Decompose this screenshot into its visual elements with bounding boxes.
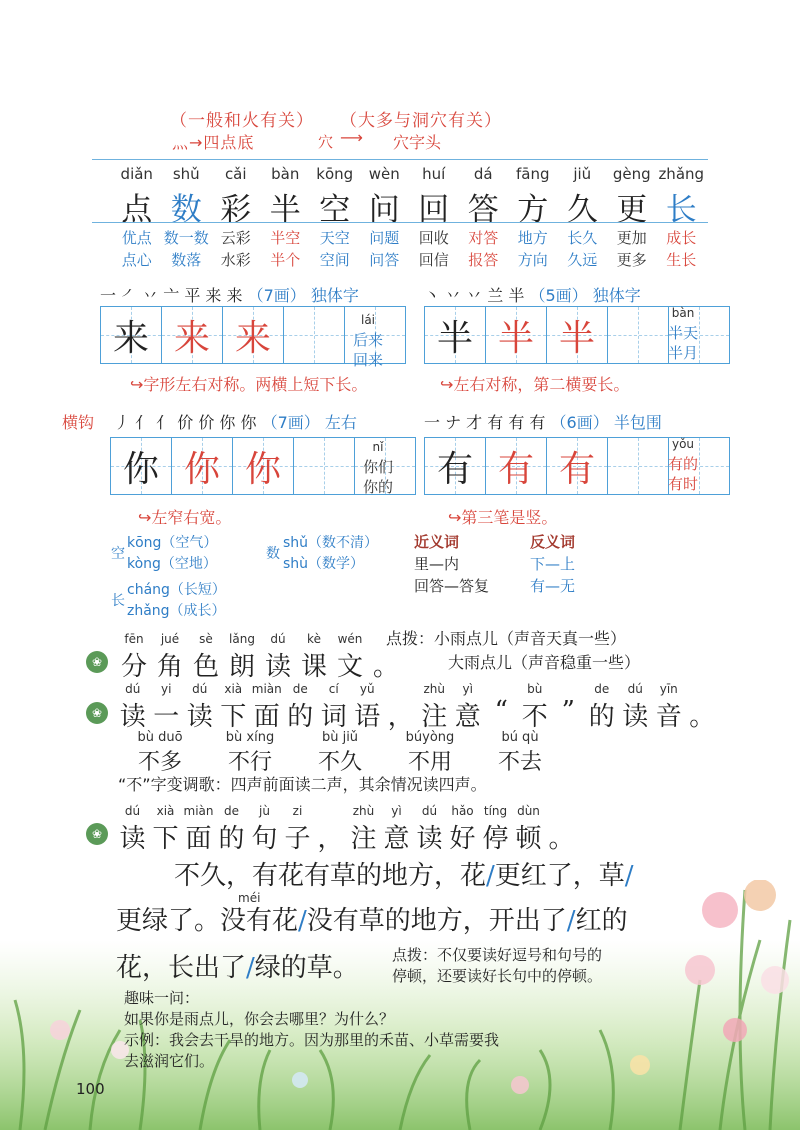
title-pinyin: miàn: [183, 804, 214, 818]
grid-character: 半: [497, 317, 534, 359]
fun-answer-2: 去滋润它们。: [124, 1052, 215, 1070]
ban-pinyin: bàn: [671, 306, 695, 320]
poly-chang: [127, 580, 226, 622]
grid-character: 来: [112, 317, 149, 359]
lai-stroke-order: [100, 283, 359, 306]
grid-cell: [101, 307, 162, 363]
title-character: 词: [320, 702, 347, 732]
title-character: 一: [153, 702, 180, 732]
title-character: 读: [264, 652, 291, 682]
bu-word-text: 不多: [137, 750, 182, 775]
title-character: 意: [383, 824, 410, 854]
paragraph-line-1: 不久，有花有草的地方，花/更红了，草/: [174, 861, 634, 891]
grid-cell: [608, 307, 669, 363]
character-pinyin: diǎn: [120, 165, 153, 183]
title-pinyin: zhù: [423, 682, 445, 696]
character-pinyin: cǎi: [224, 165, 247, 183]
title-pinyin: sè: [199, 632, 213, 646]
radical-note-xue: （大多与洞穴有关）: [340, 111, 502, 131]
character-pinyin: dá: [473, 165, 493, 183]
radical-xue-label: 穴字头: [393, 133, 442, 152]
title-pinyin: xià: [224, 682, 243, 696]
poly-shu-char: 数: [266, 546, 280, 562]
vocab-word: 点心: [121, 251, 152, 269]
vocab-word: 更多: [616, 251, 647, 269]
you-pinyin: yǒu: [671, 437, 695, 451]
vocab-word: 问题: [369, 229, 400, 247]
title-character: 读: [416, 824, 443, 854]
vocab-word: 水彩: [220, 251, 251, 269]
grid-cell: [425, 307, 486, 363]
grid-character: 有: [558, 448, 595, 490]
synonyms: [414, 531, 489, 597]
title-pinyin: dú: [192, 682, 208, 696]
grid-cell: [547, 438, 608, 494]
title-character: 句: [251, 824, 278, 854]
title-character: 音: [655, 702, 682, 732]
section3-pinyin: [116, 804, 545, 818]
grid-cell: [162, 307, 223, 363]
vocab-word: 半个: [270, 251, 301, 269]
vocab-word: 生长: [666, 251, 697, 269]
title-pinyin: hǎo: [451, 804, 474, 818]
section-bullet-icon: ❀: [86, 823, 108, 845]
title-pinyin: fēn: [124, 632, 144, 646]
title-pinyin: dú: [124, 804, 141, 818]
bottom-rule: [92, 222, 708, 223]
title-character: 。: [689, 702, 716, 732]
grid-cell: [223, 307, 284, 363]
title-pinyin: de: [292, 682, 308, 696]
grid-character: 你: [183, 448, 220, 490]
character-pinyin: fāng: [515, 165, 550, 183]
character: 数: [170, 192, 202, 228]
mei-pinyin: méi: [238, 891, 261, 905]
title-character: 子: [284, 824, 311, 854]
title-pinyin: dùn: [517, 804, 540, 818]
you-tip: ↪第三笔是竖。: [448, 508, 558, 527]
character: 答: [467, 192, 499, 228]
ni-word-2: 你的: [363, 478, 394, 496]
ban-stroke-order: [424, 283, 641, 306]
bu-word-pinyin: bù xíng: [225, 730, 275, 745]
lai-words: [353, 310, 383, 370]
title-character: 读: [119, 702, 146, 732]
title-character: 下: [152, 824, 179, 854]
title-character: “: [494, 696, 508, 726]
you-stroke-order: [424, 410, 662, 433]
grid-character: 有: [497, 448, 534, 490]
radical-huo-label: 灬→四点底: [172, 133, 255, 152]
title-pinyin: [552, 682, 586, 696]
synonym-1: 里—内: [414, 555, 460, 573]
title-pinyin: zi: [292, 804, 303, 818]
grid-character: 你: [122, 448, 159, 490]
word-row-1: [112, 227, 706, 248]
radical-xue-char: 穴: [318, 133, 334, 151]
lai-strokes: 一 ㇒ 丷 亠 平 来 来: [100, 286, 243, 305]
title-character: 停: [482, 824, 509, 854]
paragraph-line-2: 更绿了。没有花/没有草的地方，开出了/红的: [116, 906, 628, 936]
title-character: 意: [454, 702, 481, 732]
ban-stroke-count: （5画）: [529, 286, 588, 305]
bu-word-pinyin: búyòng: [405, 730, 455, 745]
ni-tip: ↪左窄右宽。: [138, 508, 232, 527]
ni-stroke-order: [114, 410, 357, 433]
title-pinyin: jù: [259, 804, 270, 818]
bu-word: [210, 730, 300, 776]
vocab-word: 天空: [319, 229, 350, 247]
fun-question: [124, 988, 499, 1072]
bu-word-text: 不去: [497, 750, 542, 775]
character: 方: [517, 192, 549, 228]
ban-words: [668, 303, 698, 363]
title-pinyin: yǔ: [359, 682, 375, 696]
character-pinyin: gèng: [612, 165, 651, 183]
title-pinyin: yì: [391, 804, 402, 818]
grid-character: 有: [436, 448, 473, 490]
vocab-word: 问答: [369, 251, 400, 269]
grid-cell: [486, 307, 547, 363]
title-character: 文: [336, 652, 363, 682]
title-character: 不: [521, 702, 548, 732]
lai-pinyin: lái: [360, 313, 376, 327]
title-character: 角: [156, 652, 183, 682]
grid-cell: [284, 307, 345, 363]
vocab-word: 方向: [517, 251, 548, 269]
antonyms: [530, 531, 575, 597]
lai-word-1: 后来: [353, 331, 384, 349]
title-character: 下: [220, 702, 247, 732]
bu-word-text: 不久: [317, 750, 362, 775]
section2-words: [120, 730, 570, 776]
title-pinyin: [384, 682, 418, 696]
vocab-word: 长久: [567, 229, 598, 247]
vocab-word: 半空: [270, 229, 301, 247]
character: 回: [418, 192, 450, 228]
lai-stroke-count: （7画）: [247, 286, 306, 305]
character: 更: [616, 192, 648, 228]
section2-pinyin: [116, 682, 686, 696]
character: 久: [566, 192, 598, 228]
title-pinyin: yì: [462, 682, 473, 696]
grid-character: 半: [558, 317, 595, 359]
synonym-2: 回答—答复: [414, 577, 490, 595]
section-bullet-icon: ❀: [86, 702, 108, 724]
grid-cell: [294, 438, 355, 494]
title-pinyin: de: [224, 804, 239, 818]
ni-structure: 左右: [324, 413, 357, 432]
title-character: 注: [421, 702, 448, 732]
ban-strokes: 丶 丷 丷 兰 半: [424, 286, 525, 305]
title-character: ，: [387, 702, 414, 732]
character: 彩: [220, 192, 252, 228]
character-pinyin: zhǎng: [658, 165, 705, 183]
grid-cell: [425, 438, 486, 494]
title-character: 面: [185, 824, 212, 854]
ban-word-2: 半月: [668, 344, 699, 362]
grid-cell: [608, 438, 669, 494]
bu-word-pinyin: bù jiǔ: [321, 730, 359, 745]
title-pinyin: tíng: [483, 804, 508, 818]
grid-character: 来: [234, 317, 271, 359]
ban-tip: ↪左右对称，第二横要长。: [440, 375, 630, 394]
paragraph-line-3: 花，长出了/绿的草。: [116, 953, 359, 983]
title-pinyin: miàn: [251, 682, 282, 696]
ni-words: [363, 437, 393, 497]
poly-kong: [127, 533, 217, 575]
poly-kong-r2: kòng（空地）: [127, 556, 217, 572]
radical-note-huo: （一般和火有关）: [170, 111, 314, 131]
ni-word-1: 你们: [363, 458, 394, 476]
you-stroke-count: （6画）: [550, 413, 609, 432]
title-character: 色: [192, 652, 219, 682]
poly-shu-r1: shǔ（数不清）: [283, 535, 379, 551]
section1-tip-1: 点拨：小雨点儿（声音天真一些）: [386, 629, 627, 648]
vocab-word: 云彩: [220, 229, 251, 247]
title-character: 。: [372, 652, 399, 682]
section3-tip-1: 点拨：不仅要读好逗号和句号的: [392, 946, 603, 964]
bu-word-pinyin: bú qù: [501, 730, 539, 745]
title-pinyin: dú: [627, 682, 643, 696]
title-pinyin: yīn: [659, 682, 678, 696]
bu-word: [480, 730, 570, 776]
ban-structure: 独体字: [592, 286, 641, 305]
character: 长: [665, 192, 697, 228]
bu-word-pinyin: bù duō: [137, 730, 183, 745]
title-character: ，: [317, 824, 344, 854]
grid-cell: [172, 438, 233, 494]
vocab-word: 空间: [319, 251, 350, 269]
grid-character: 半: [436, 317, 473, 359]
title-character: 面: [253, 702, 280, 732]
character-pinyin: wèn: [368, 165, 400, 183]
title-pinyin: lǎng: [229, 632, 255, 646]
you-word-2: 有时: [668, 475, 699, 493]
title-character: 课: [300, 652, 327, 682]
bu-word-text: 不行: [227, 750, 272, 775]
character: 问: [368, 192, 400, 228]
title-character: 读: [119, 824, 146, 854]
bu-word: [390, 730, 480, 776]
vocab-word: 久远: [567, 251, 598, 269]
section2-title: [116, 696, 719, 733]
bu-word-text: 不用: [407, 750, 452, 775]
title-pinyin: bù: [527, 682, 543, 696]
page-number: 100: [76, 1080, 105, 1098]
title-character: 朗: [228, 652, 255, 682]
section3-tip-2: 停顿，还要读好长句中的停顿。: [392, 967, 603, 985]
grid-cell: [486, 438, 547, 494]
title-character: ”: [561, 696, 575, 726]
title-pinyin: dú: [125, 682, 141, 696]
title-pinyin: [485, 682, 519, 696]
fun-answer-1: 示例：我会去干旱的地方。因为那里的禾苗、小草需要我: [124, 1031, 500, 1049]
ni-hook-label: 横钩: [62, 413, 95, 432]
bu-word: [120, 730, 210, 776]
vocab-word: 数一数: [163, 229, 209, 247]
vocab-word: 成长: [666, 229, 697, 247]
title-pinyin: cí: [328, 682, 339, 696]
top-rule: [92, 159, 708, 160]
grid-character: 来: [173, 317, 210, 359]
poly-chang-r1: cháng（长短）: [127, 582, 226, 598]
title-pinyin: jué: [160, 632, 180, 646]
bu-word: [300, 730, 390, 776]
you-words: [668, 434, 698, 494]
title-pinyin: kè: [307, 632, 321, 646]
word-row-2: [112, 249, 706, 270]
vocab-word: 对答: [468, 229, 499, 247]
poly-kong-r1: kōng（空气）: [127, 535, 218, 551]
grid-cell: [233, 438, 294, 494]
title-pinyin: wén: [337, 632, 363, 646]
poly-shu: [283, 533, 378, 575]
title-character: 语: [354, 702, 381, 732]
pinyin-row: [112, 165, 706, 183]
lai-tip: ↪字形左右对称。两横上短下长。: [130, 375, 368, 394]
vocab-word: 地方: [517, 229, 548, 247]
grid-cell: [547, 307, 608, 363]
title-character: 读: [186, 702, 213, 732]
vocab-word: 优点: [121, 229, 152, 247]
title-pinyin: de: [594, 682, 610, 696]
grid-character: 你: [244, 448, 281, 490]
section1-title: [116, 646, 404, 683]
antonym-2: 有—无: [530, 577, 576, 595]
section3-tip: [392, 945, 602, 987]
title-pinyin: [314, 804, 347, 818]
title-character: 顿: [515, 824, 542, 854]
title-character: 的: [588, 702, 615, 732]
poly-chang-char: 长: [111, 593, 125, 609]
antonym-1: 下—上: [530, 555, 576, 573]
poly-shu-r2: shù（数学）: [283, 556, 365, 572]
lai-structure: 独体字: [310, 286, 359, 305]
character-pinyin: shǔ: [172, 165, 200, 183]
ni-stroke-count: （7画）: [261, 413, 320, 432]
section3-title: [116, 818, 578, 855]
arrow-icon: ⟶: [340, 128, 363, 147]
ni-pinyin: nǐ: [372, 440, 384, 454]
title-character: 的: [218, 824, 245, 854]
character: 空: [319, 192, 351, 228]
character-pinyin: huí: [422, 165, 446, 183]
poly-chang-r2: zhǎng（成长）: [127, 603, 226, 619]
antonyms-title: 反义词: [530, 533, 576, 551]
fun-question-text: 如果你是雨点儿，你会去哪里？为什么？: [124, 1010, 395, 1028]
ban-word-1: 半天: [668, 324, 699, 342]
vocab-word: 数落: [171, 251, 202, 269]
you-structure: 半包围: [613, 413, 662, 432]
lai-word-2: 回来: [353, 351, 384, 369]
character-pinyin: jiǔ: [573, 165, 592, 183]
section1-pinyin: [116, 632, 368, 646]
synonyms-title: 近义词: [414, 533, 460, 551]
character-pinyin: kōng: [316, 165, 354, 183]
you-word-1: 有的: [668, 455, 699, 473]
title-character: 读: [622, 702, 649, 732]
character-pinyin: bàn: [271, 165, 300, 183]
title-pinyin: dú: [270, 632, 286, 646]
ni-strokes: 丿 亻 亻 价 价 你 你: [114, 413, 257, 432]
poly-kong-char: 空: [111, 546, 125, 562]
title-character: 的: [287, 702, 314, 732]
section-bullet-icon: ❀: [86, 651, 108, 673]
title-character: 注: [350, 824, 377, 854]
fun-title: 趣味一问：: [124, 989, 200, 1007]
title-character: 分: [120, 652, 147, 682]
title-pinyin: zhù: [352, 804, 375, 818]
title-pinyin: xià: [156, 804, 175, 818]
character: 半: [269, 192, 301, 228]
vocab-word: 回收: [418, 229, 449, 247]
vocab-word: 回信: [418, 251, 449, 269]
title-character: 。: [548, 824, 575, 854]
character: 点: [121, 192, 153, 228]
title-pinyin: yi: [161, 682, 172, 696]
title-pinyin: dú: [421, 804, 438, 818]
you-strokes: 一 ナ 才 有 有 有: [424, 413, 546, 432]
title-character: 好: [449, 824, 476, 854]
section2-song: “不”字变调歌：四声前面读二声，其余情况读四声。: [118, 775, 487, 794]
vocab-word: 报答: [468, 251, 499, 269]
vocab-word: 更加: [616, 229, 647, 247]
section1-tip-2: 大雨点儿（声音稳重一些）: [448, 653, 641, 672]
grid-cell: [111, 438, 172, 494]
